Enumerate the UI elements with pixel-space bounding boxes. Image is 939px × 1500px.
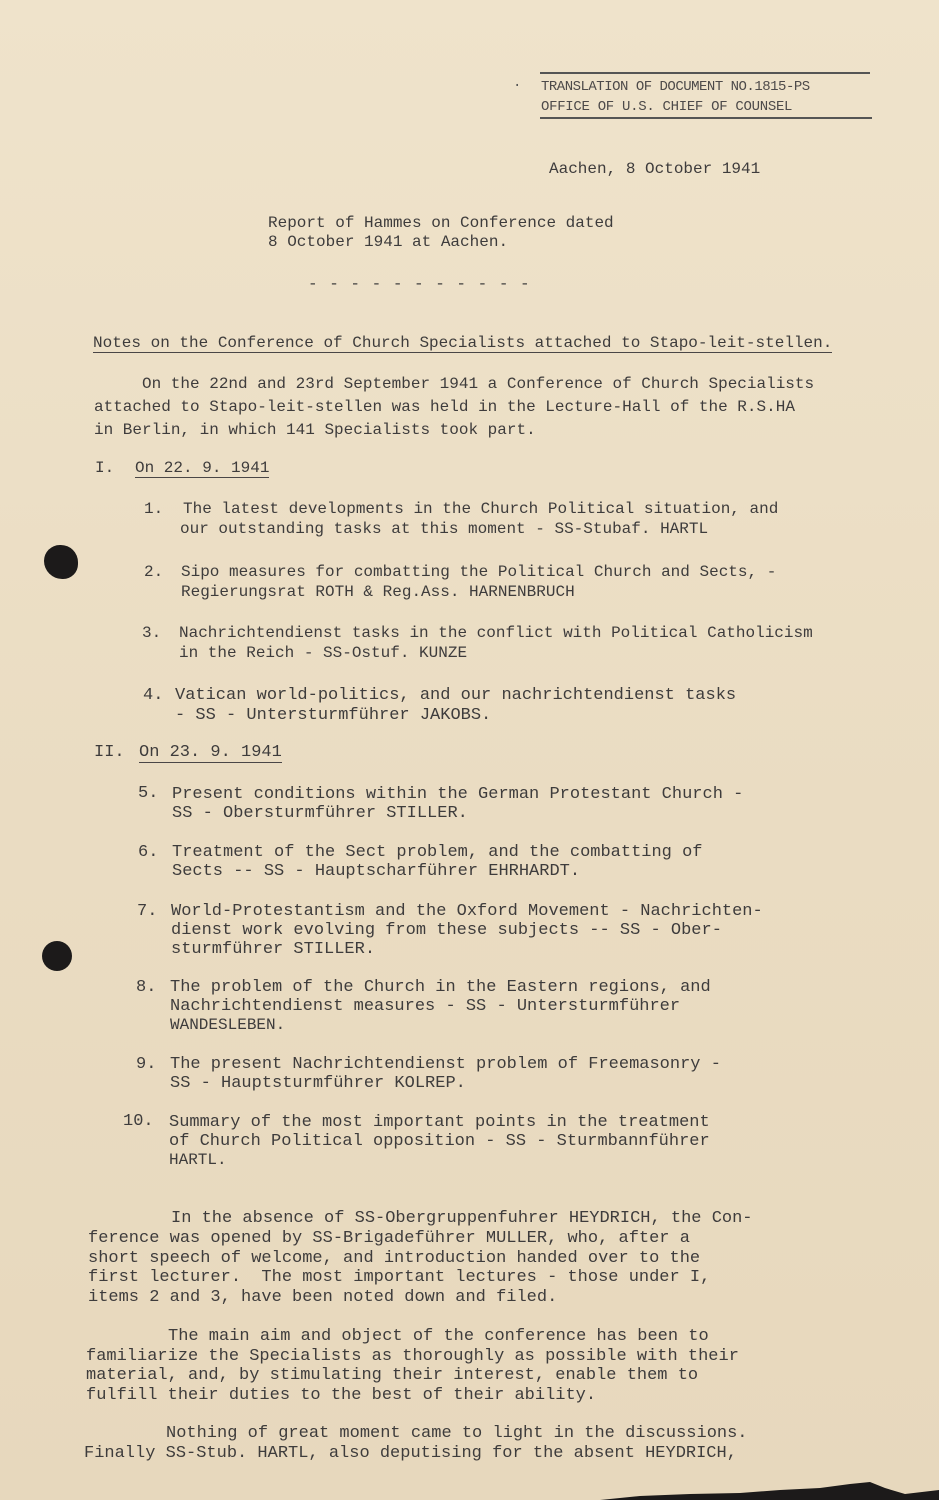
paragraph-2-line-4: fulfill their duties to the best of their ability. [86, 1386, 597, 1405]
paragraph-3-line-2: Finally SS-Stub. HARTL, also deputising for the absent HEYDRICH, [84, 1444, 737, 1463]
item-4-number: 4. [143, 686, 164, 705]
intro-line-1: On the 22nd and 23rd September 1941 a Conference of Church Specialists [142, 375, 815, 393]
header-rule-bottom [540, 117, 872, 119]
section-2-heading-text: On 23. 9. 1941 [139, 743, 282, 762]
header-line-1: TRANSLATION OF DOCUMENT NO.1815-PS [541, 79, 810, 95]
item-3-number: 3. [142, 624, 162, 642]
header-rule-top [540, 72, 870, 74]
item-8-line-1: The problem of the Church in the Eastern regions, and [170, 978, 711, 997]
document-title [93, 334, 832, 353]
punch-hole-lower [42, 941, 72, 971]
report-line-1: Report of Hammes on Conference dated [268, 214, 614, 232]
item-10-line-3: HARTL. [169, 1151, 227, 1169]
paragraph-2-line-2: familiarize the Specialists as thoroughly as possible with their [86, 1347, 739, 1366]
item-5-line-1: Present conditions within the German Protestant Church - [172, 785, 744, 804]
item-1-line-2: our outstanding tasks at this moment - SS-Stubaf. HARTL [180, 520, 709, 538]
item-7-line-2: dienst work evolving from these subjects -- SS - Ober- [171, 921, 722, 940]
item-3-line-2: in the Reich - SS-Ostuf. KUNZE [179, 644, 468, 662]
document-title-text: Notes on the Conference of Church Specialists attached to Stapo-leit-stellen. [93, 334, 833, 352]
item-9-line-2: SS - Hauptsturmführer KOLREP. [170, 1074, 466, 1093]
item-4-line-2: - SS - Untersturmführer JAKOBS. [175, 706, 492, 725]
intro-line-2: attached to Stapo-leit-stellen was held in the Lecture-Hall of the R.S.HA [94, 398, 795, 416]
item-7-number: 7. [137, 902, 158, 921]
item-3-line-1: Nachrichtendienst tasks in the conflict with Political Catholicism [179, 624, 813, 642]
paragraph-1-line-1: In the absence of SS-Obergruppenfuhrer HEYDRICH, the Con- [171, 1209, 753, 1228]
item-4-line-1: Vatican world-politics, and our nachrichtendienst tasks [175, 686, 737, 705]
item-7-line-3: sturmführer STILLER. [171, 940, 376, 959]
item-6-number: 6. [138, 843, 159, 862]
item-7-line-1: World-Protestantism and the Oxford Movement - Nachrichten- [171, 902, 763, 921]
paragraph-1-line-5: items 2 and 3, have been noted down and filed. [88, 1288, 558, 1307]
item-2-number: 2. [144, 563, 164, 581]
intro-line-3: in Berlin, in which 141 Specialists took part. [94, 421, 536, 439]
paragraph-1-line-4: first lecturer. The most important lectures - those under I, [88, 1268, 711, 1287]
section-1-heading-text: On 22. 9. 1941 [135, 459, 270, 477]
item-9-number: 9. [136, 1055, 157, 1074]
item-10-line-1: Summary of the most important points in the treatment [169, 1113, 710, 1132]
dateline: Aachen, 8 October 1941 [549, 160, 761, 178]
item-8-line-3: WANDESLEBEN. [170, 1016, 286, 1034]
item-6-line-2: Sects -- SS - Hauptscharführer EHRHARDT. [172, 862, 581, 881]
section-2-heading [139, 743, 282, 762]
bullet-mark: · [513, 78, 522, 94]
header-line-2: OFFICE OF U.S. CHIEF OF COUNSEL [541, 99, 793, 115]
item-6-line-1: Treatment of the Sect problem, and the combatting of [172, 843, 703, 862]
punch-hole-upper [44, 545, 78, 579]
torn-edge [0, 1460, 939, 1500]
paragraph-2-line-1: The main aim and object of the conference has been to [168, 1327, 709, 1346]
item-8-line-2: Nachrichtendienst measures - SS - Untersturmführer [170, 997, 681, 1016]
section-1-heading [135, 459, 269, 478]
paragraph-1-line-2: ference was opened by SS-Brigadeführer MULLER, who, after a [88, 1229, 690, 1248]
item-2-line-2: Regierungsrat ROTH & Reg.Ass. HARNENBRUCH [181, 583, 575, 601]
separator-dashes: - - - - - - - - - - - [308, 275, 531, 293]
item-9-line-1: The present Nachrichtendienst problem of Freemasonry - [170, 1055, 721, 1074]
section-1-label: I. [95, 459, 115, 477]
item-8-number: 8. [136, 978, 157, 997]
item-5-number: 5. [138, 784, 159, 803]
paragraph-3-line-1: Nothing of great moment came to light in the discussions. [166, 1424, 748, 1443]
item-1-line-1: The latest developments in the Church Political situation, and [183, 500, 779, 518]
paragraph-1-line-3: short speech of welcome, and introduction handed over to the [88, 1249, 701, 1268]
item-2-line-1: Sipo measures for combatting the Political Church and Sects, - [181, 563, 777, 581]
paragraph-2-line-3: material, and, by stimulating their interest, enable them to [86, 1366, 699, 1385]
section-2-label: II. [94, 743, 125, 762]
item-10-line-2: of Church Political opposition - SS - Sturmbannführer [169, 1132, 710, 1151]
report-line-2: 8 October 1941 at Aachen. [268, 233, 509, 251]
item-1-number: 1. [144, 500, 164, 518]
item-10-number: 10. [123, 1112, 154, 1131]
item-5-line-2: SS - Obersturmführer STILLER. [172, 804, 468, 823]
